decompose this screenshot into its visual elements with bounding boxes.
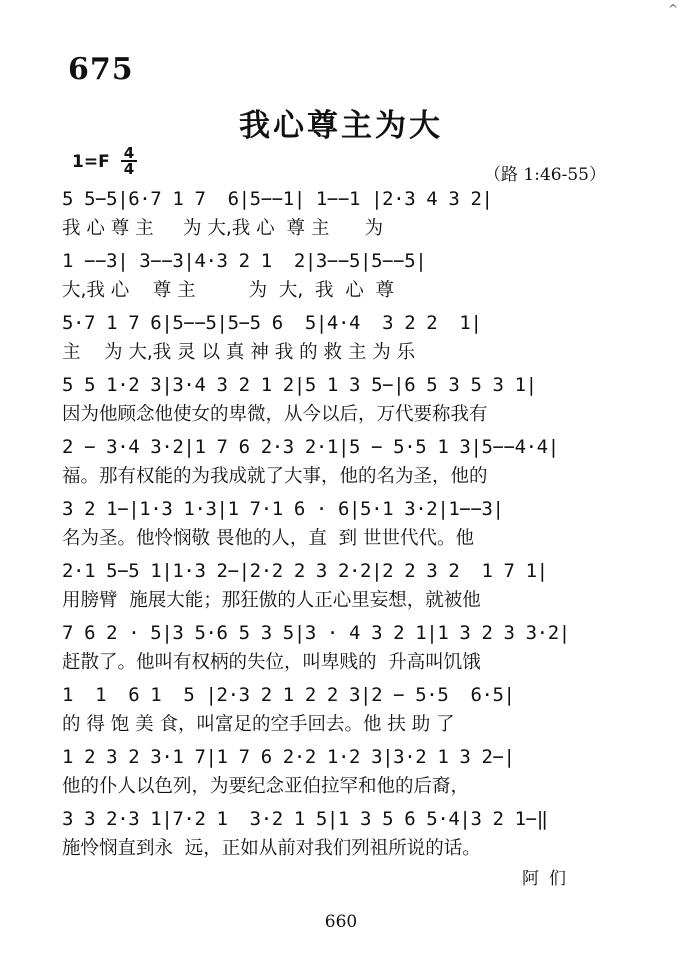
hymn-number: 675 <box>68 52 134 87</box>
corner-mark: ^ <box>667 2 678 16</box>
score-system-8 <box>62 618 610 678</box>
notation-line: 5 5−5|6·7 1 7 6|5−−1| 1−−1 |2·3 4 3 2| <box>62 188 493 210</box>
lyric-line: 他的仆人以色列，为要纪念亚伯拉罕和他的后裔， <box>62 776 470 797</box>
notation-line: 7 6 2 · 5|3 5·6 5 3 5|3 · 4 3 2 1|1 3 2 3 3·2| <box>62 622 570 644</box>
page-number: 660 <box>324 912 358 932</box>
notation-line: 1 −−3| 3−−3|4·3 2 1 2|3−−5|5−−5| <box>62 250 427 272</box>
lyric-line: 大,我 心 尊 主 为 大, 我 心 尊 <box>62 280 395 301</box>
score-system-3 <box>62 308 610 368</box>
score-system-4 <box>62 370 610 430</box>
notation-line: 3 2 1−|1·3 1·3|1 7·1 6 · 6|5·1 3·2|1−−3| <box>62 498 504 520</box>
lyric-line: 的 得 饱 美 食，叫富足的空手回去。他 扶 助 了 <box>62 714 455 735</box>
notation-line: 5 5 1·2 3|3·4 3 2 1 2|5 1 3 5−|6 5 3 5 3 1| <box>62 374 537 396</box>
notation-line: 2·1 5−5 1|1·3 2−|2·2 2 3 2·2|2 2 3 2 1 7 1| <box>62 560 548 582</box>
score-system-10 <box>62 742 610 802</box>
lyric-line: 施怜悯直到永 远，正如从前对我们列祖所说的话。 <box>62 838 481 859</box>
key-signature: 1=F <box>72 152 110 172</box>
lyric-line: 赶散了。他叫有权柄的失位，叫卑贱的 升高叫饥饿 <box>62 652 481 673</box>
score-system-6 <box>62 494 610 554</box>
notation-line: 1 1 6 1 5 |2·3 2 1 2 2 3|2 − 5·5 6·5| <box>62 684 515 706</box>
score-system-2 <box>62 246 610 306</box>
notation-line: 2 − 3·4 3·2|1 7 6 2·3 2·1|5 − 5·5 1 3|5−−4·4| <box>62 436 559 458</box>
score-system-5 <box>62 432 610 492</box>
time-signature-bottom: 4 <box>123 160 135 178</box>
lyric-line: 主 为 大,我 灵 以 真 神 我 的 救 主 为 乐 <box>62 342 416 363</box>
hymn-title: 我心尊主为大 <box>239 108 443 144</box>
lyric-line: 因为他顾念他使女的卑微，从今以后，万代要称我有 <box>62 404 488 425</box>
score-system-9 <box>62 680 610 740</box>
lyric-line: 用膀臂 施展大能；那狂傲的人正心里妄想，就被他 <box>62 590 481 611</box>
time-signature-top: 4 <box>121 146 137 162</box>
score-system-7 <box>62 556 610 616</box>
score-system-1 <box>62 184 610 244</box>
lyric-line: 名为圣。他怜悯敬 畏他的人，直 到 世世代代。他 <box>62 528 475 549</box>
time-signature <box>121 146 137 176</box>
notation-line: 1 2 3 2 3·1 7|1 7 6 2·2 1·2 3|3·2 1 3 2−| <box>62 746 515 768</box>
notation-line: 5·7 1 7 6|5−−5|5−5 6 5|4·4 3 2 2 1| <box>62 312 482 334</box>
score-system-11 <box>62 804 610 864</box>
scripture-reference: （路 1:46-55） <box>484 165 606 185</box>
lyric-line: 我 心 尊 主 为 大,我 心 尊 主 为 <box>62 218 384 239</box>
amen-text: 阿们 <box>522 869 576 889</box>
notation-line: 3 3 2·3 1|7·2 1 3·2 1 5|1 3 5 6 5·4|3 2 1−‖ <box>62 808 548 830</box>
lyric-line: 福。那有权能的为我成就了大事，他的名为圣，他的 <box>62 466 488 487</box>
